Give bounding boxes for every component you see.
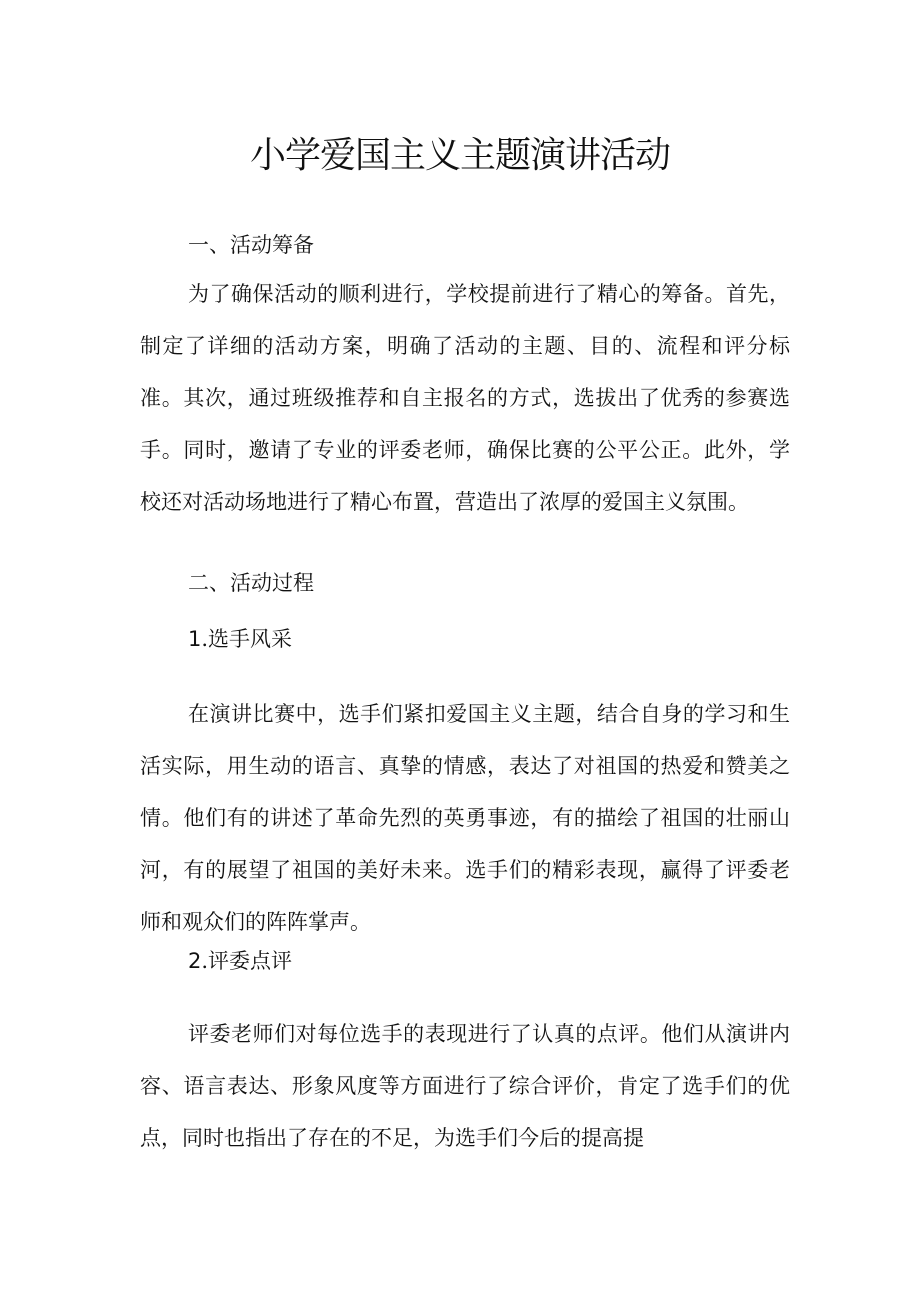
paragraph-preparation: 为了确保活动的顺利进行，学校提前进行了精心的筹备。首先，制定了详细的活动方案，明确了活动的主题、目的、流程和评分标准。其次，通过班级推荐和自主报名的方式，选拔出了优秀的参赛选手。同时，邀请了专业的评委老师，确保比赛的公平公正。此外，学校还对活动场地进行了精心布置，营造出了浓厚的爱国主义氛围。 [140,282,790,514]
subsection-number: 2 [188,949,202,973]
document-title: 小学爱国主义主题演讲活动 [249,135,670,176]
subsection-title: .选手风采 [201,627,293,651]
paragraph-contestants: 在演讲比赛中，选手们紧扣爱国主义主题，结合自身的学习和生活实际，用生动的语言、真挚的情感，表达了对祖国的热爱和赞美之情。他们有的讲述了革命先烈的英勇事迹，有的描绘了祖国的壮丽山河，有的展望了祖国的美好未来。选手们的精彩表现，赢得了评委老师和观众们的阵阵掌声。 [140,702,790,934]
paragraph-judges: 评委老师们对每位选手的表现进行了认真的点评。他们从演讲内容、语言表达、形象风度等方面进行了综合评价，肯定了选手们的优点，同时也指出了存在的不足，为选手们今后的提高提 [140,1022,790,1150]
subsection-heading-judges [140,946,790,976]
subsection-number: 1 [188,627,202,651]
section-heading-preparation: 一、活动筹备 [188,233,314,257]
section-heading-process: 二、活动过程 [188,571,314,595]
subsection-heading-contestants [140,624,790,654]
subsection-title: .评委点评 [201,949,293,973]
